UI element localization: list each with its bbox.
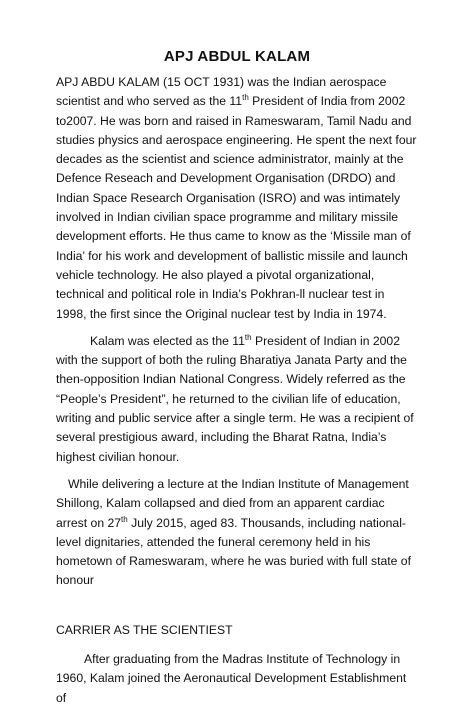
ordinal-suffix: th [244,332,252,342]
paragraph-intro [56,73,418,324]
paragraph-intro-text-b: President of India from 2002 to2007. He was born and raised in Rameswaram, Tamil Nadu and studies physics and aerospace engineering. He spent the next four decades as the scientist and science administrator, mainly at the Defence Reseach and Development Organisation (DRDO) and Indian Space Research Organisation (ISRO) and was intimately involved in Indian civilian space programme and military missile development efforts. He thus came to know as the ‘Missile man of India’ for his work and development of ballistic missile and launch vehicle technology. He also played a pivotal organizational, technical and political role in India’s Pokhran-ll nuclear test in 1998, the first since the Original nuclear test by India in 1974. [56,94,417,321]
ordinal-suffix: th [242,93,249,103]
paragraph-intro-text-a: APJ ABDU KALAM (15 OCT 1931) was the Indian aerospace scientist and who served as the 11 [56,75,387,109]
document-title: APJ ABDUL KALAM [163,48,311,65]
paragraph-death-text-a: While delivering a lecture at the Indian Institute of Management Shillong, Kalam collapsed and died from an apparent cardiac arrest on 27 [56,476,409,530]
ordinal-suffix: th [121,514,128,524]
section-heading: CARRIER AS THE SCIENTIEST [56,622,233,637]
paragraph-death [56,475,418,591]
document-page [56,48,418,708]
paragraph-presidency-text-b: President of Indian in 2002 with the support of both the ruling Bharatiya Janata Party and the then-opposition Indian National Congress. Widely referred as the “People’s President”, he returned to the civilian life of education, writing and public service after a single term. He was a recipient of several prestigious award, including the Bharat Ratna, India’s highest civilian honour. [56,333,414,464]
paragraph-presidency [56,332,418,467]
paragraph-presidency-text-a: Kalam was elected as the 11 [90,333,245,348]
paragraph-death-text-b: July 2015, aged 83. Thousands, including national-level dignitaries, attended the funeral ceremony held in his hometown of Rameswaram, where he was buried with full state of honour [56,515,411,588]
paragraph-career: After graduating from the Madras Institute of Technology in 1960, Kalam joined the Aeronautical Development Establishment of [56,652,407,705]
